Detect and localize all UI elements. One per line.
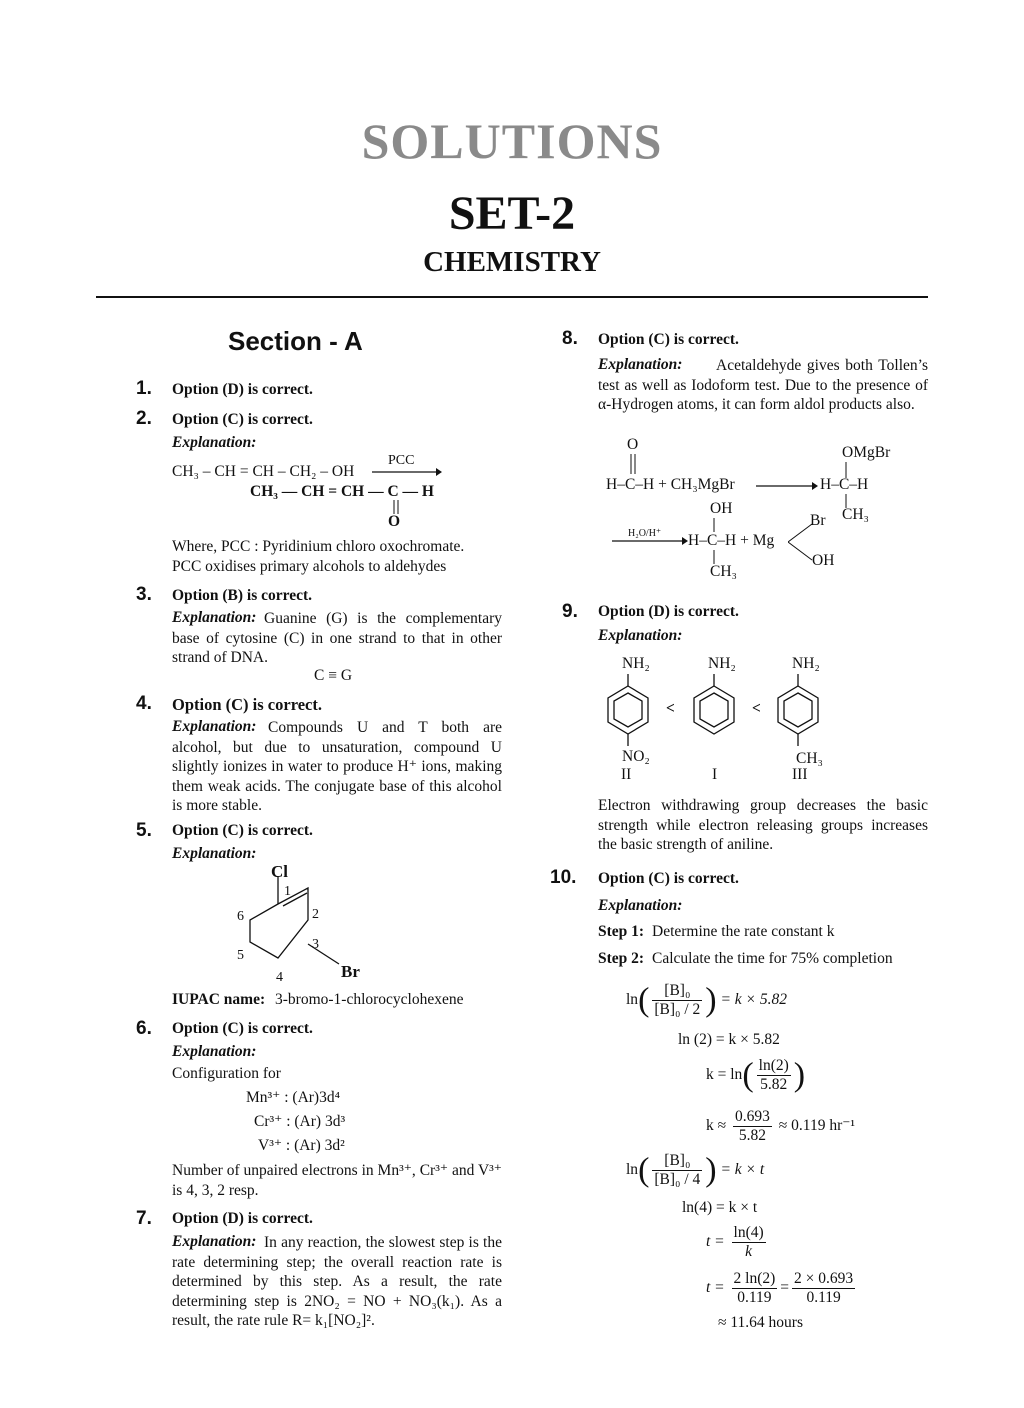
subject-heading: CHEMISTRY [423,246,601,278]
q10-eq3-lhs: k = ln [706,1066,743,1084]
q5-option: Option (C) is correct. [172,822,313,839]
q10-eq8-equals: = [780,1279,790,1297]
q8-r2-ch3: CH₃ [710,563,737,580]
q10-eq4-rhs: ≈ 0.119 hr⁻¹ [778,1117,856,1135]
q6-text: Number of unpaired electrons in Mn³⁺, Cr³⁺ and V³⁺ is 4, 3, 2 resp. [172,1162,502,1199]
q9-ch3: CH₃ [796,750,823,767]
q8-r1-ch3: CH₃ [842,506,869,523]
q9-roman-iii: III [792,766,808,783]
q8-r1-left: H–C–H + CH₃MgBr [606,476,735,493]
q10-eq7-lhs: t = [706,1233,725,1251]
q10-step1-text: Determine the rate constant k [652,923,835,940]
set-heading: SET-2 [448,187,576,240]
q6-row-v: V³⁺ : (Ar) 3d² [258,1137,345,1154]
q10-eq6: ln(4) = k × t [682,1199,758,1216]
q8-r2-reagent: H₂O/H⁺ [628,528,662,539]
q9-less-than-1: < [666,700,675,717]
q3-option: Option (B) is correct. [172,587,313,604]
q5-pos-6: 6 [237,909,244,924]
q2-product: CH₃ — CH = CH — C — H [250,483,434,500]
q4-number: 4. [136,693,152,714]
q10-eq4-lhs: k ≈ [706,1117,727,1135]
q8-r2-mid: H–C–H + Mg [688,532,775,549]
q10-explanation-label: Explanation: [598,897,683,914]
q8-r1-omgbr: OMgBr [842,444,891,461]
q10-option: Option (C) is correct. [598,870,739,887]
q10-eq1-rhs: = k × 5.82 [720,991,788,1009]
q10-eq8-den2: 0.119 [806,1289,841,1306]
q9-option: Option (D) is correct. [598,603,739,620]
q5-cl: Cl [271,862,288,881]
q10-eq3-den: 5.82 [760,1076,788,1093]
q5-br: Br [341,962,360,981]
q7-explanation-label: Explanation: [172,1233,257,1250]
q10-eq7 [706,1224,769,1261]
q5-pos-4: 4 [276,970,283,985]
q5-number: 5. [136,820,152,841]
q8-r1-arrow [756,480,818,492]
q5-explanation-label: Explanation: [172,845,257,862]
q10-eq3-num: ln(2) [758,1057,789,1074]
q3-number: 3. [136,584,152,605]
q10-eq1-den: [B]₀ / 2 [654,1001,701,1018]
q10-eq4-num: 0.693 [735,1108,770,1125]
q8-r1-oxygen: O [627,436,639,453]
q10-eq5-den: [B]₀ / 4 [654,1171,701,1188]
q10-eq8-num2: 2 × 0.693 [794,1270,854,1287]
q2-arrow [372,466,442,478]
q10-eq3: k = ln( $\frac{\ln(2)}{5.82}$ ) [706,1056,806,1094]
q8-r2-arrow [612,535,688,547]
q10-eq5-rhs: = k × t [720,1161,765,1179]
q8-r2-oh2: OH [812,552,835,569]
q8-number: 8. [562,328,578,349]
q10-eq7-den: k [745,1243,753,1260]
q2-option: Option (C) is correct. [172,411,313,428]
q2-note1: Where, PCC : Pyridinium chloro oxochromate. [172,538,465,555]
q10-eq8-lhs: t = [706,1279,725,1297]
q2-number: 2. [136,408,152,429]
q10-step1-label: Step 1: [598,923,645,940]
q6-option: Option (C) is correct. [172,1020,313,1037]
q6-config-for: Configuration for [172,1065,281,1082]
q7-option: Option (D) is correct. [172,1210,313,1227]
q10-eq4-den: 5.82 [738,1127,767,1144]
q9-number: 9. [562,601,578,622]
q2-product-oxygen: O [388,513,401,530]
q10-eq8-num1: 2 ln(2) [733,1270,776,1287]
q10-eq1-num: [B]₀ [652,982,702,1001]
q3-explanation-label: Explanation: [172,609,257,626]
q9-amine-ii-nh2: NH₂ [622,655,650,672]
q10-eq8-den1: 0.119 [737,1289,772,1306]
q10-eq1: ln( $\frac{\text{[B]₀}}{\text{[B]₀ / 2}}$ ) = k × 5.82 [626,981,788,1019]
q8-text: Acetaldehyde gives both Tollen’s test as well as Iodoform test. Due to the presence of α-Hydrogen atoms, it can form aldol products also. [598,357,928,413]
q1-number: 1. [136,378,152,399]
q1-option: Option (D) is correct. [172,381,313,398]
q2-reagent: PCC [388,453,415,468]
q10-eq4 [706,1108,855,1145]
q6-row-mn: Mn³⁺ : (Ar)3d⁴ [246,1089,340,1106]
q8-r1-double-bond [628,454,640,476]
header-rule [96,296,928,298]
q10-eq8 [706,1270,858,1307]
q2-note2: PCC oxidises primary alcohols to aldehydes [172,558,447,575]
q9-text: Electron withdrawing group decreases the basic strength while electron releasing groups increases the basic strength of aniline. [598,797,928,853]
q10-eq5: ln( $\frac{\text{[B]₀}}{\text{[B]₀ / 4}}$ ) = k × t [626,1151,765,1189]
q5-pos-3: 3 [312,937,319,952]
q10-eq7-num: ln(4) [733,1224,764,1241]
q8-explanation-label: Explanation: [598,356,683,373]
q10-eq1-ln: ln [626,991,639,1009]
q9-explanation-label: Explanation: [598,627,683,644]
q9-amine-iii-nh2: NH₂ [792,655,820,672]
q6-explanation-label: Explanation: [172,1043,257,1060]
section-a-heading: Section - A [228,326,363,356]
q3-pair: C ≡ G [314,667,353,684]
q3-text: Guanine (G) is the complementary base of cytosine (C) in one strand to that in other strand of DNA. [172,610,502,666]
q8-r2-br: Br [810,512,826,529]
q9-benzene-rings [596,674,836,754]
q10-step2-text: Calculate the time for 75% completion [652,950,893,967]
q10-eq5-ln: ln [626,1161,639,1179]
q4-explanation-label: Explanation: [172,718,257,735]
q10-eq9: ≈ 11.64 hours [718,1314,804,1331]
q8-option: Option (C) is correct. [598,331,739,348]
q5-pos-2: 2 [312,907,319,922]
q9-less-than-2: < [752,700,761,717]
q4-text: Compounds U and T both are alcohol, but due to unsaturation, compound U slightly ionizes in water to produce H⁺ ions, making them weak acids. The conjugate base of this alcohol is more stable. [172,719,502,814]
q5-iupac-label: IUPAC name: [172,991,266,1008]
q7-text: In any reaction, the slowest step is the rate determining step; the overall reaction rate is determined by this step. As a result, the rate determining step is 2NO₂ = NO + NO₃(k₁). As a result, the rate rule R= k₁[NO₂]². [172,1234,502,1329]
q10-number: 10. [550,867,577,888]
q5-iupac-name: 3-bromo-1-chlorocyclohexene [275,991,464,1008]
q4-option: Option (C) is correct. [172,695,322,714]
q5-pos-5: 5 [237,948,244,963]
q10-eq2: ln (2) = k × 5.82 [678,1031,780,1048]
q8-r1-right: H–C–H [820,476,869,493]
solutions-heading: SOLUTIONS [361,113,663,169]
q8-r2-oh: OH [710,500,733,517]
q2-reactant: CH₃ – CH = CH – CH₂ – OH [172,463,355,480]
q6-row-cr: Cr³⁺ : (Ar) 3d³ [254,1113,346,1130]
q9-roman-ii: II [621,766,632,783]
q9-no2: NO₂ [622,748,650,765]
q9-roman-i: I [712,766,718,783]
q6-number: 6. [136,1018,152,1039]
q10-eq5-num: [B]₀ [652,1152,702,1171]
q2-explanation-label: Explanation: [172,434,257,451]
q10-step2-label: Step 2: [598,950,645,967]
q9-amine-i-nh2: NH₂ [708,655,736,672]
q5-pos-1: 1 [284,884,291,899]
q7-number: 7. [136,1208,152,1229]
